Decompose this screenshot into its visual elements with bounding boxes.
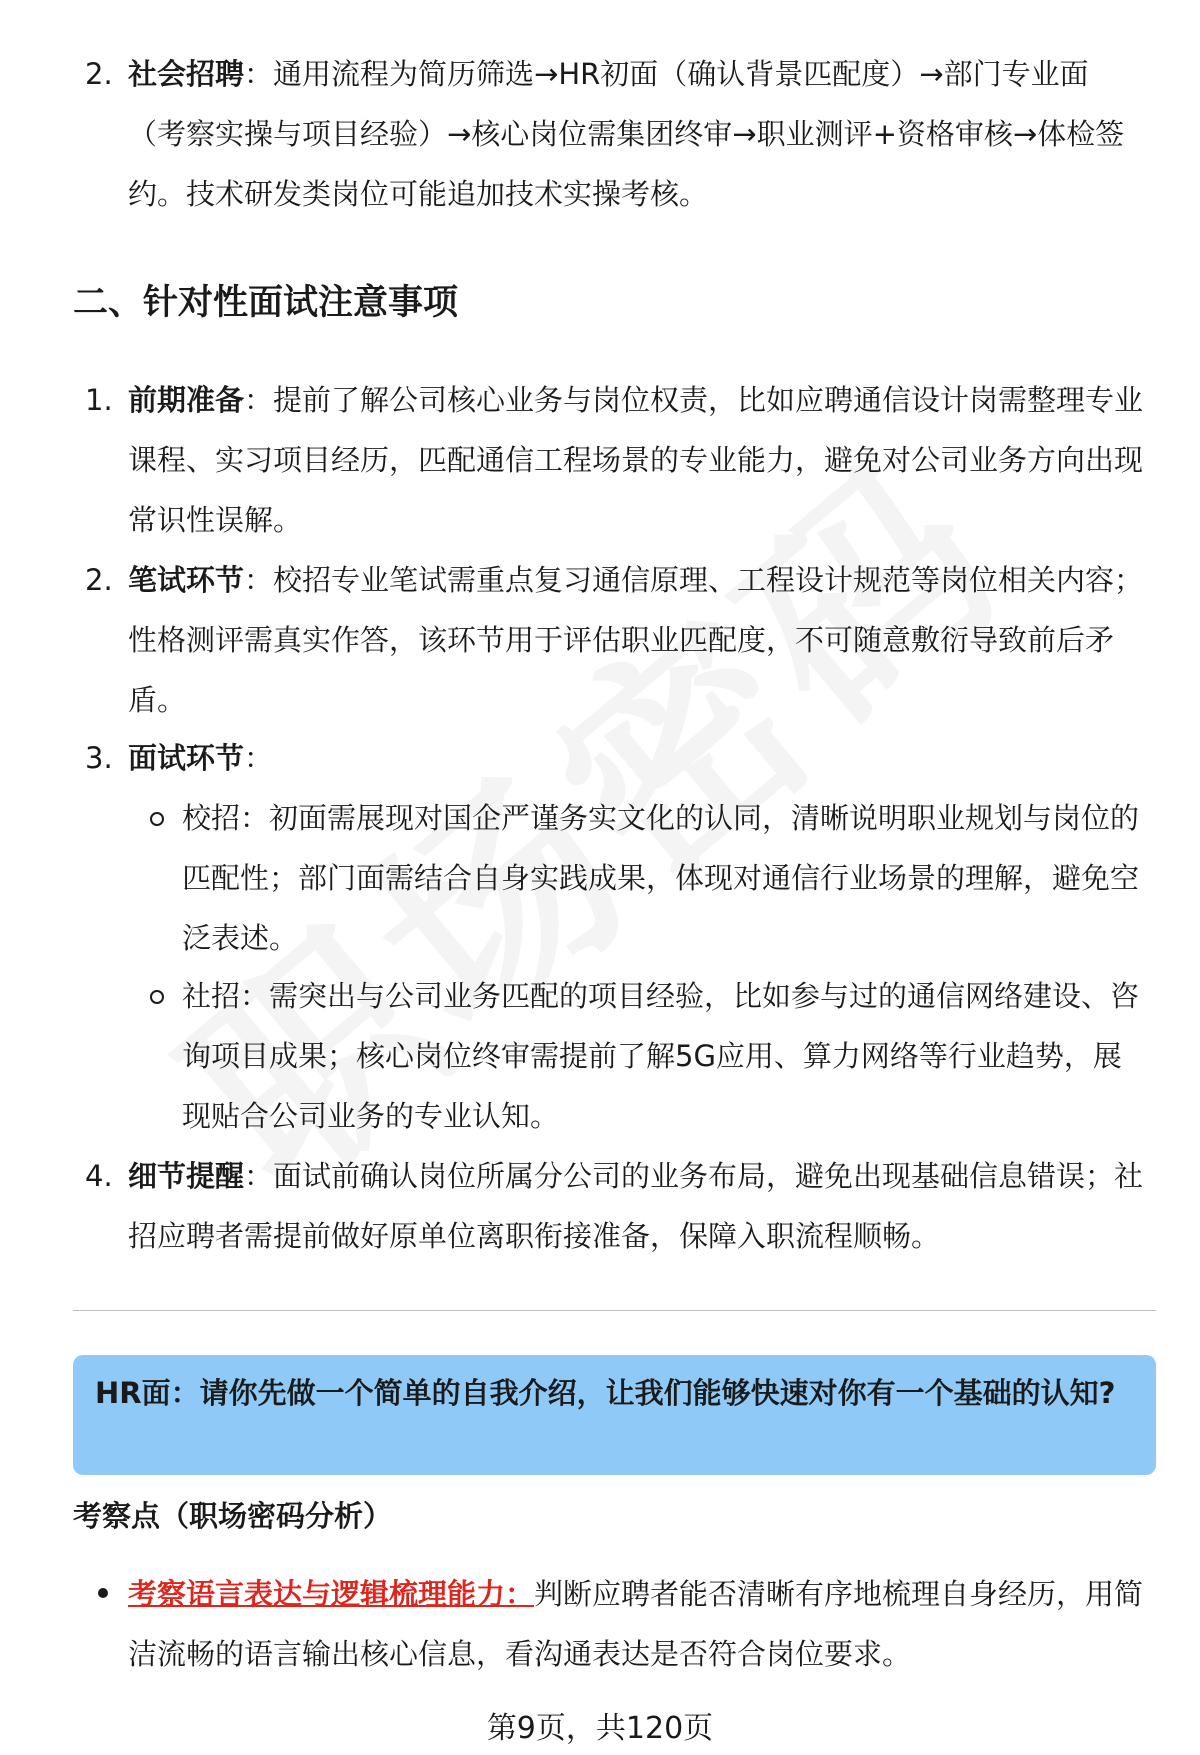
list-item-title: 笔试环节 (128, 563, 245, 597)
divider (73, 1310, 1156, 1311)
analysis-heading: 考察点（职场密码分析） (73, 1499, 393, 1533)
sub-item-text: 校招：初面需展现对国企严谨务实文化的认同，清晰说明职业规划与岗位的匹配性；部门面需结合自身实践成果，体现对通信行业场景的理解，避免空泛表述。 (182, 801, 1140, 955)
analysis-point (128, 1564, 1148, 1684)
list-item-preparation (85, 370, 1145, 550)
bullet-icon (98, 1588, 108, 1598)
list-item-text: ：提前了解公司核心业务与岗位权责，比如应聘通信设计岗需整理专业课程、实习项目经历，匹配通信工程场景的专业能力，避免对公司业务方向出现常识性误解。 (128, 383, 1144, 537)
list-item-interview (85, 728, 1145, 788)
list-number: 3. (85, 741, 113, 775)
list-item-text: ：通用流程为简历筛选→HR初面（确认背景匹配度）→部门专业面（考察实操与项目经验）→核心岗位需集团终审→职业测评+资格审核→体检签约。技术研发类岗位可能追加技术实操考核。 (128, 57, 1125, 211)
sub-item-campus (150, 788, 1145, 968)
hollow-bullet-icon (150, 990, 164, 1004)
list-item-title: 细节提醒 (128, 1159, 245, 1193)
list-number: 1. (85, 383, 113, 417)
list-number: 2. (85, 563, 113, 597)
sub-item-text: 社招：需突出与公司业务匹配的项目经验，比如参与过的通信网络建设、咨询项目成果；核心岗位终审需提前了解5G应用、算力网络等行业趋势，展现贴合公司业务的专业认知。 (182, 979, 1140, 1133)
list-number: 4. (85, 1159, 113, 1193)
list-item-text: ：面试前确认岗位所属分公司的业务布局，避免出现基础信息错误；社招应聘者需提前做好原单位离职衔接准备，保障入职流程顺畅。 (128, 1159, 1144, 1253)
list-item-text: ： (244, 741, 274, 775)
list-number: 2. (85, 57, 113, 91)
list-item-details (85, 1146, 1145, 1266)
list-item-text: ：校招专业笔试需重点复习通信原理、工程设计规范等岗位相关内容；性格测评需真实作答，该环节用于评估职业匹配度，不可随意敷衍导致前后矛盾。 (128, 563, 1144, 717)
list-item-title: 面试环节 (128, 741, 245, 775)
section-heading: 二、针对性面试注意事项 (73, 283, 459, 323)
page-footer: 第9页，共120页 (486, 1711, 714, 1746)
sub-item-social (150, 966, 1145, 1146)
analysis-point-text: 判断应聘者能否清晰有序地梳理自身经历，用简洁流畅的语言输出核心信息，看沟通表达是否符合岗位要求。 (128, 1577, 1144, 1671)
list-item-social-recruitment (85, 44, 1145, 224)
hollow-bullet-icon (150, 812, 164, 826)
question-text: HR面：请你先做一个简单的自我介绍，让我们能够快速对你有一个基础的认知? (95, 1376, 1116, 1410)
list-item-title: 前期准备 (128, 383, 245, 417)
list-item-written-test (85, 550, 1145, 730)
analysis-point-label: 考察语言表达与逻辑梳理能力： (128, 1577, 535, 1611)
list-item-title: 社会招聘 (128, 57, 245, 91)
question-box (73, 1355, 1156, 1475)
